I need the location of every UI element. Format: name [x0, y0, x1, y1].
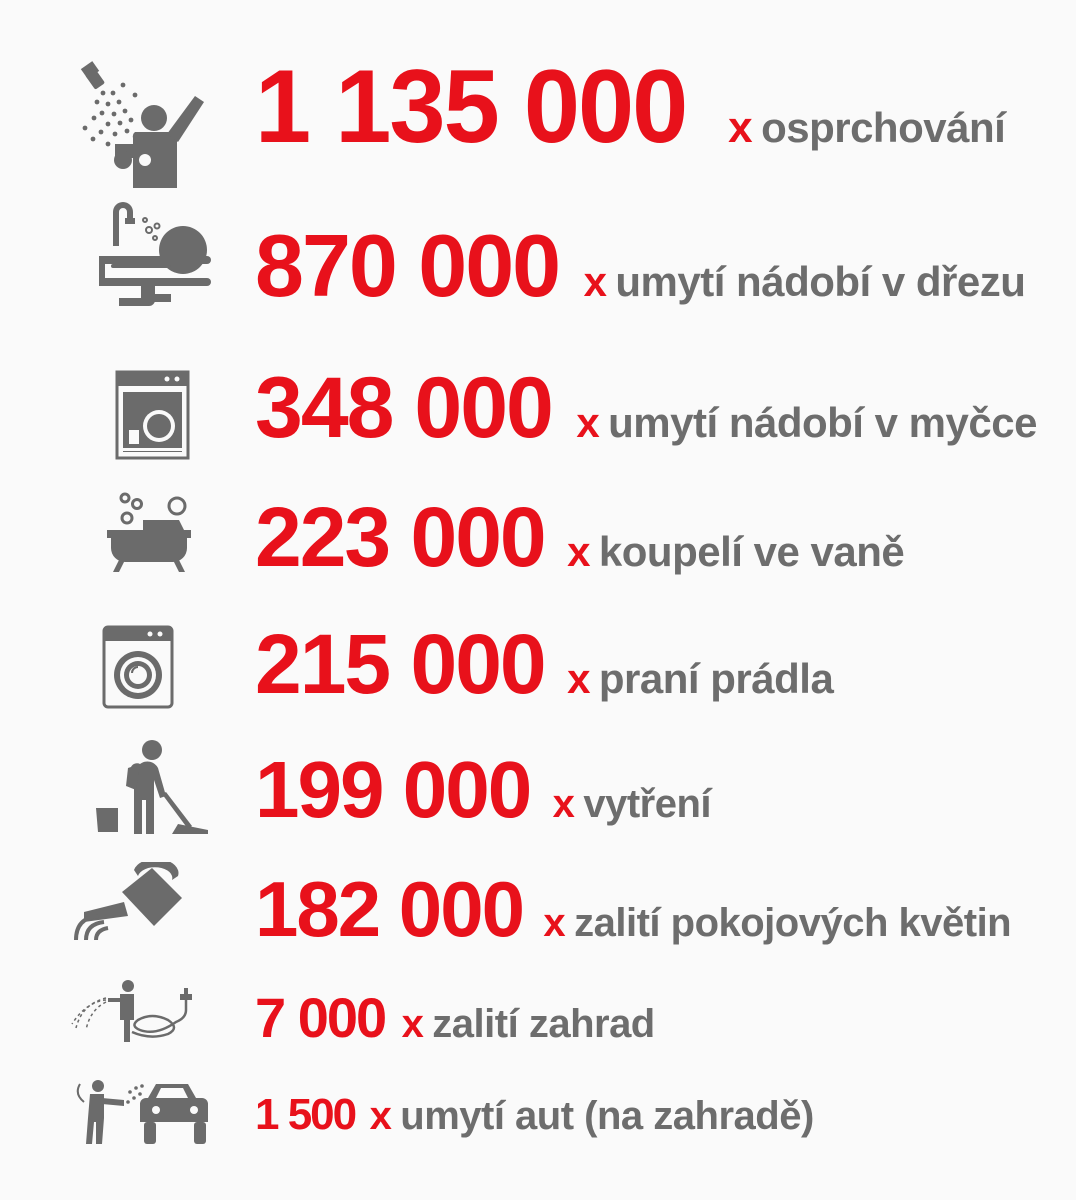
count-number: 7 000	[255, 986, 386, 1049]
count-number: 215 000	[255, 617, 545, 711]
activity-label: koupelí ve vaně	[598, 528, 905, 575]
count-number: 1 135 000	[255, 49, 687, 165]
times-sign: x	[567, 528, 591, 575]
times-sign: x	[401, 1002, 424, 1046]
count-number: 223 000	[255, 490, 545, 584]
shower-icon	[75, 60, 205, 190]
times-sign: x	[552, 782, 575, 826]
activity-label: praní prádla	[598, 655, 834, 702]
activity-label: umytí nádobí v dřezu	[615, 258, 1026, 305]
washing-machine-icon	[102, 625, 174, 709]
count-number: 182 000	[255, 865, 523, 953]
times-sign: x	[576, 399, 600, 446]
times-sign: x	[583, 258, 607, 305]
car-wash-icon	[74, 1078, 212, 1148]
times-sign: x	[369, 1094, 392, 1138]
sink-dishes-icon	[95, 198, 215, 308]
count-number: 1 500	[255, 1090, 356, 1139]
garden-hose-icon	[68, 978, 200, 1046]
activity-label: umytí aut (na zahradě)	[400, 1094, 814, 1138]
watering-can-icon	[72, 862, 184, 942]
activity-label: umytí nádobí v myčce	[608, 399, 1037, 446]
dishwasher-icon	[115, 370, 190, 460]
activity-label: zalití pokojových květin	[574, 901, 1012, 945]
count-number: 199 000	[255, 745, 531, 834]
activity-label: osprchování	[761, 104, 1006, 151]
bathtub-icon	[105, 490, 193, 575]
count-number: 870 000	[255, 216, 560, 315]
activity-label: zalití zahrad	[432, 1002, 655, 1046]
activity-label: vytření	[583, 782, 712, 826]
count-number: 348 000	[255, 360, 552, 456]
times-sign: x	[543, 901, 566, 945]
times-sign: x	[567, 655, 591, 702]
mopping-icon	[92, 738, 212, 836]
times-sign: x	[728, 103, 753, 152]
